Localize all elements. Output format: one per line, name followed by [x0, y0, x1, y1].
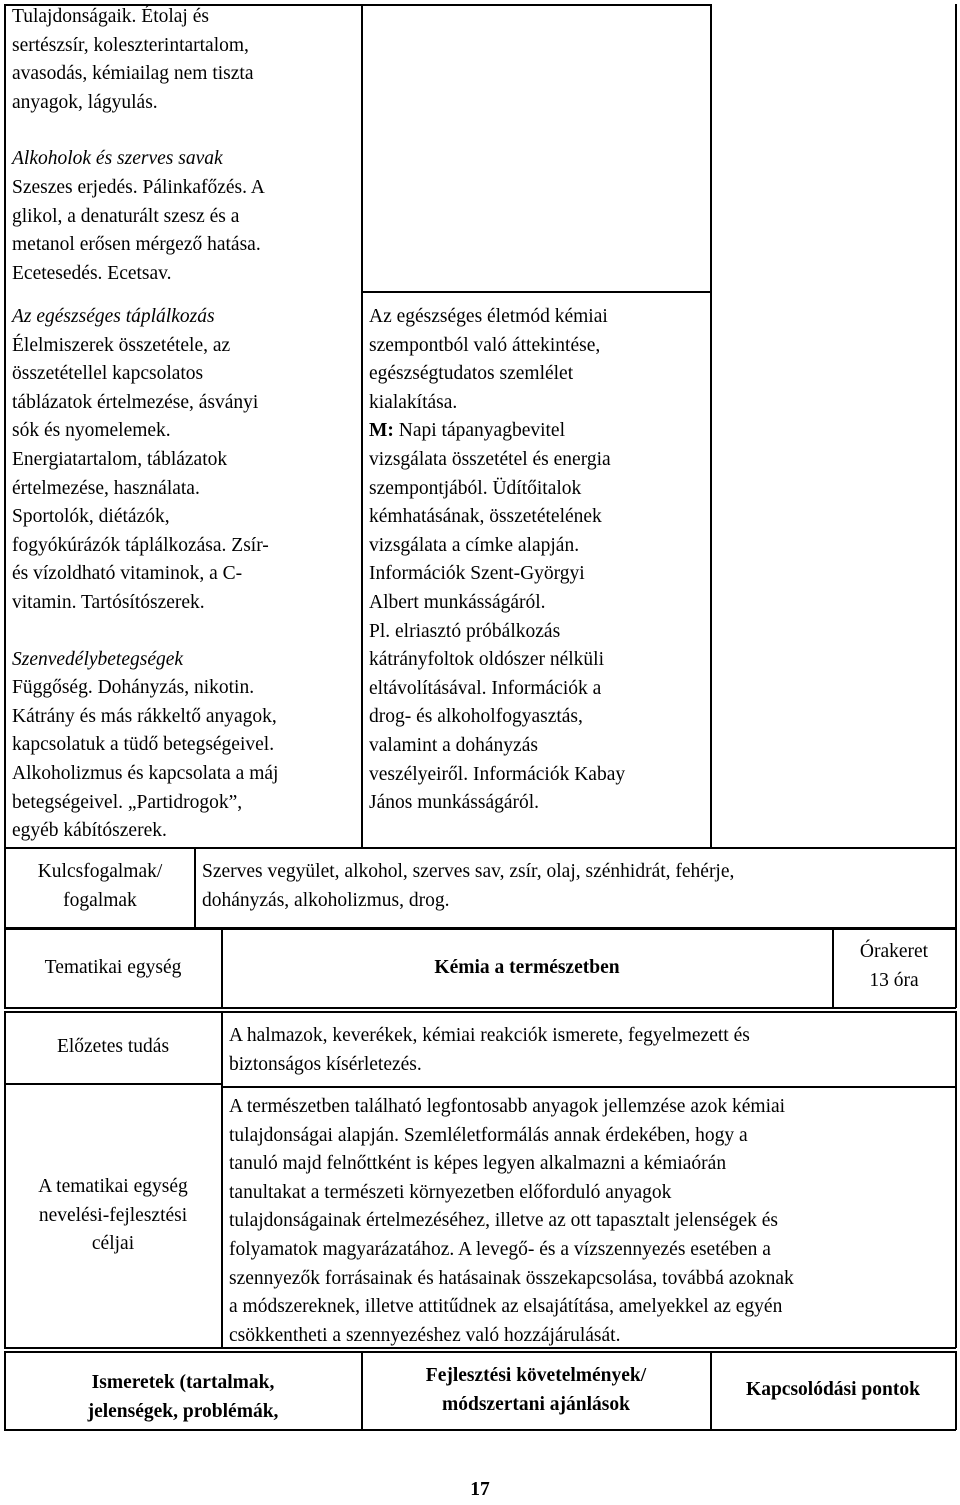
nutrition-text: Élelmiszerek összetétele, az összetétellel kapcsolatos táblázatok értelmezése, ásványi sók és nyomelemek. Energiatartalom, táblázatok értelmezése, használata. Sportolók, diétázók, fogyókúrázók táplálkozása. Zsír- és vízoldható vitaminok, a C- vitamin. Tartósítószerek. — [12, 334, 269, 613]
requirements-column — [369, 303, 707, 818]
thematic-unit-title: Kémia a természetben — [434, 956, 620, 978]
header-requirements: Fejlesztési követelmények/ módszertani ajánlások — [425, 1364, 647, 1415]
goals-label: A tematikai egység nevelési-fejlesztési céljai — [38, 1176, 188, 1255]
m-label: M: — [369, 420, 394, 442]
page-number: 17 — [470, 1479, 490, 1500]
goals-value: A természetben található legfontosabb anyagok jellemzése azok kémiai tulajdonságai alapján. Szemléletformálás annak érdekében, hogy a tanuló majd felnőttként is képes legyen alkalmazni a kémiaórán tanultakat a természeti környezetben előforduló anyagok tulajdonságainak értelmezéséhez, illetve az ott tapasztalt jelenségek és folyamatok magyarázatához. A levegő- és a vízszennyezés esetében a szennyezők forrásainak és hatásainak összekapcsolása, továbbá azoknak a módszereknek, illetve attitűdnek az elsajátítása, amelyekkel az egyén csökkentheti a szennyezéshez való hozzájárulását. — [229, 1096, 794, 1346]
nutrition-heading: Az egészséges táplálkozás — [12, 306, 215, 327]
addiction-text: Függőség. Dohányzás, nikotin. Kátrány és más rákkeltő anyagok, kapcsolatuk a tüdő betegségeivel. Alkoholizmus és kapcsolata a máj betegségeivel. „Partidrogok”, egyéb kábítószerek. — [12, 677, 279, 842]
alcohols-text: Szeszes erjedés. Pálinkafőzés. A glikol, a denaturált szesz és a metanol erősen mérgező hatása. Ecetesedés. Ecetsav. — [12, 176, 265, 284]
keywords-value: Szerves vegyület, alkohol, szerves sav, zsír, olaj, szénhidrát, fehérje, dohányzás, alkoholizmus, drog. — [202, 861, 735, 911]
hours-value: 13 óra — [869, 969, 919, 991]
header-connections: Kapcsolódási pontok — [746, 1379, 920, 1401]
prior-knowledge-value: A halmazok, keverékek, kémiai reakciók ismerete, fegyelmezett és biztonságos kísérletezés. — [229, 1025, 750, 1075]
content-column — [12, 3, 357, 288]
healthy-lifestyle-text: Az egészséges életmód kémiai szempontból való áttekintése, egészségtudatos szemlélet kialakítása. — [369, 306, 608, 413]
prior-knowledge-label: Előzetes tudás — [56, 1035, 170, 1057]
fats-paragraph: Tulajdonságaik. Étolaj és sertészsír, koleszterintartalom, avasodás, kémiailag nem tiszta anyagok, lágyulás. — [12, 6, 254, 113]
nutrition-block — [12, 303, 357, 846]
activities-text — [369, 417, 707, 817]
hours-label: Órakeret — [859, 941, 929, 962]
alcohols-heading: Alkoholok és szerves savak — [12, 148, 223, 170]
addiction-heading: Szenvedélybetegségek — [12, 648, 184, 670]
keywords-label: Kulcsfogalmak/ fogalmak — [37, 861, 163, 911]
header-knowledge: Ismeretek (tartalmak, jelenségek, problémák, — [87, 1372, 279, 1422]
thematic-unit-label: Tematikai egység — [44, 956, 182, 978]
m-text: Napi tápanyagbevitel vizsgálata összetétel és energia szempontjából. Üdítőitalok kémhatásának, összetételének vizsgálata a címke alapján. Információk Szent-Györgyi Albert munkásságáról. Pl. elriasztó próbálkozás kátrányfoltok oldószer nélküli eltávolításával. Információk a drog- és alkoholfogyasztás, valamint a dohányzás veszélyeiről. Információk Kabay János munkásságáról. — [369, 420, 626, 814]
hours-cell — [834, 938, 954, 995]
